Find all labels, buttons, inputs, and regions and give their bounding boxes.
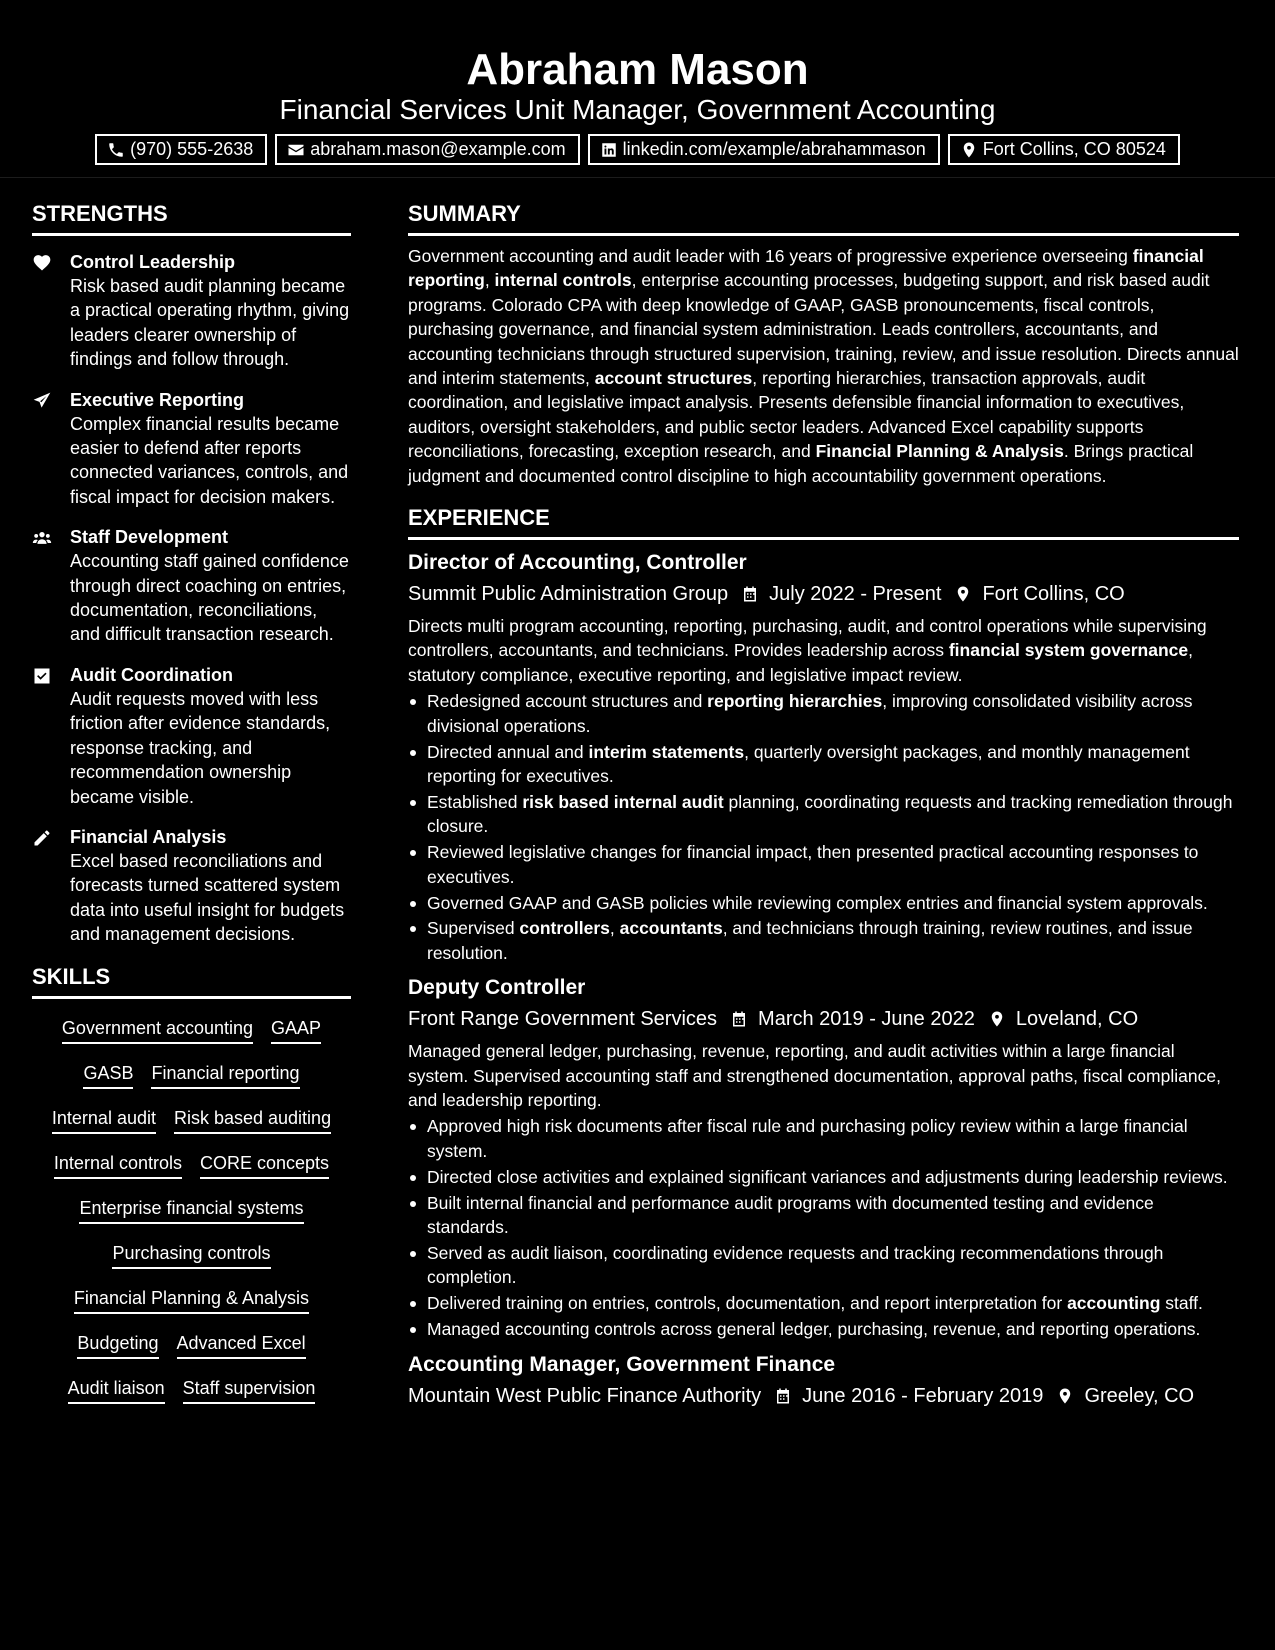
linkedin-icon: [600, 141, 618, 159]
map-pin-icon: [954, 584, 972, 604]
bullet-item: Directed close activities and explained significant variances and adjustments during leadership reviews.: [408, 1165, 1239, 1189]
job-bullets: [408, 689, 1239, 965]
job-title: Director of Accounting, Controller: [408, 551, 747, 575]
strength-desc: Accounting staff gained confidence through direct coaching on entries, documentation, reconciliations, and difficult transaction research.: [70, 551, 349, 645]
contact-linkedin-text: linkedin.com/example/abrahammason: [622, 139, 926, 159]
job-dates: June 2016 - February 2019: [802, 1384, 1044, 1407]
summary-text: Government accounting and audit leader with 16 years of progressive experience overseeing financial reporting, internal controls, enterprise accounting processes, budgeting support, and risk based audit programs. Colorado CPA with deep knowledge of GAAP, GASB pronouncements, fiscal controls, purchasing governance, and financial system administration. Leads controllers, accountants, and accounting technicians through structured supervision, training, review, and issue resolution. Directs annual and interim statements, account structures, reporting hierarchies, transaction approvals, audit coordination, and legislative impact analysis. Presents defensible financial information to executives, auditors, oversight stakeholders, and public sector leaders. Advanced Excel capability supports reconciliations, forecasting, exception research, and Financial Planning & Analysis. Brings practical judgment and documented control discipline to high accountability government operations.: [408, 246, 1239, 486]
users-icon: [32, 528, 52, 548]
strength-item: [32, 525, 351, 647]
job-entry: [408, 1351, 1239, 1410]
emphasis-text: reporting hierarchies: [707, 691, 883, 712]
strength-desc: Complex financial results became easier to defend after reports connected variances, controls, and fiscal impact for decision makers.: [70, 413, 349, 507]
job-description: Managed general ledger, purchasing, revenue, reporting, and audit activities within a large financial system. Supervised accounting staff and strengthened documentation, approval paths, fiscal compliance, and leadership reporting.: [408, 1041, 1221, 1111]
contact-email-text: abraham.mason@example.com: [310, 139, 566, 159]
bullet-item: Delivered training on entries, controls, documentation, and report interpretation for accounting staff.: [408, 1291, 1239, 1315]
summary-heading: SUMMARY: [408, 200, 1239, 236]
emphasis-text: risk based internal audit: [522, 791, 724, 812]
strength-title: Staff Development: [70, 527, 229, 548]
contact-bar: [0, 134, 1275, 165]
strength-title: Executive Reporting: [70, 389, 245, 410]
strength-desc: Excel based reconciliations and forecasts turned scattered system data into useful insight for budgets and management decisions.: [70, 850, 345, 945]
phone-icon: [107, 141, 125, 159]
candidate-name: Abraham Mason: [466, 45, 809, 94]
bullet-item: Reviewed legislative changes for financial impact, then presented practical accounting responses to executives.: [408, 840, 1239, 889]
bullet-item: Redesigned account structures and reporting hierarchies, improving consolidated visibility across divisional operations.: [408, 689, 1239, 738]
paper-plane-icon: [32, 391, 52, 411]
strength-desc: Risk based audit planning became a practical operating rhythm, giving leaders clearer ownership of findings and follow through.: [70, 276, 350, 370]
job-dates: March 2019 - June 2022: [758, 1008, 975, 1031]
job-location: Fort Collins, CO: [982, 583, 1125, 606]
strengths-heading: STRENGTHS: [32, 200, 351, 236]
job-bullets: [408, 1114, 1239, 1341]
experience-list: [408, 549, 1239, 1410]
job-company: Mountain West Public Finance Authority: [408, 1384, 762, 1407]
job-entry: [408, 549, 1239, 965]
skills-heading: SKILLS: [32, 963, 351, 999]
emphasis-text: financial reporting: [408, 246, 1204, 291]
bullet-item: Supervised controllers, accountants, and technicians through training, review routines, and issue resolution.: [408, 916, 1239, 965]
emphasis-text: accounting: [1067, 1293, 1161, 1314]
emphasis-text: controllers: [519, 918, 610, 939]
job-dates: July 2022 - Present: [769, 583, 942, 606]
emphasis-text: accountants: [619, 918, 723, 939]
strength-item: [32, 250, 351, 372]
skill-tag: Enterprise financial systems: [79, 1196, 303, 1224]
skill-tag: Purchasing controls: [112, 1241, 270, 1269]
experience-heading: EXPERIENCE: [408, 504, 1239, 540]
bullet-item: Built internal financial and performance audit programs with documented testing and evidence standards.: [408, 1191, 1239, 1240]
skill-tag: Budgeting: [77, 1331, 158, 1359]
strength-item: [32, 388, 351, 510]
contact-phone[interactable]: [95, 134, 267, 165]
contact-location-text: Fort Collins, CO 80524: [982, 139, 1166, 159]
contact-linkedin[interactable]: [588, 134, 940, 165]
bullet-item: Approved high risk documents after fiscal rule and purchasing policy review within a large financial system.: [408, 1114, 1239, 1163]
skill-tag: Risk based auditing: [174, 1106, 331, 1134]
job-location: Greeley, CO: [1084, 1384, 1195, 1407]
emphasis-text: account structures: [594, 368, 753, 389]
strength-title: Audit Coordination: [70, 664, 233, 685]
envelope-icon: [287, 141, 305, 159]
contact-email[interactable]: [275, 134, 579, 165]
bullet-item: Governed GAAP and GASB policies while reviewing complex entries and financial system approvals.: [408, 891, 1239, 915]
bullet-item: Directed annual and interim statements, quarterly oversight packages, and monthly management reporting for executives.: [408, 740, 1239, 789]
pencil-icon: [32, 828, 52, 848]
strength-item: [32, 825, 351, 947]
strength-item: [32, 663, 351, 809]
skill-tag: Internal audit: [52, 1106, 156, 1134]
calendar-icon: [730, 1009, 748, 1029]
emphasis-text: Financial Planning & Analysis: [815, 441, 1064, 462]
contact-phone-text: (970) 555-2638: [130, 139, 254, 159]
skill-tag: Financial reporting: [151, 1061, 299, 1089]
bullet-item: Served as audit liaison, coordinating evidence requests and tracking recommendations through completion.: [408, 1241, 1239, 1290]
skill-tag: Staff supervision: [183, 1376, 316, 1404]
strength-title: Financial Analysis: [70, 826, 227, 847]
strength-desc: Audit requests moved with less friction after evidence standards, response tracking, and recommendation ownership became visible.: [70, 688, 331, 807]
bullet-item: Managed accounting controls across general ledger, purchasing, revenue, and reporting operations.: [408, 1317, 1239, 1341]
job-company: Front Range Government Services: [408, 1008, 718, 1031]
skill-tag: GAAP: [271, 1016, 321, 1044]
job-meta: [408, 1382, 1239, 1410]
left-column: [32, 200, 351, 1404]
job-location: Loveland, CO: [1015, 1008, 1139, 1031]
emphasis-text: internal controls: [494, 270, 632, 291]
right-column: [408, 200, 1239, 1410]
calendar-icon: [741, 584, 759, 604]
checkbox-icon: [32, 666, 52, 686]
skill-tag: Internal controls: [54, 1151, 182, 1179]
skill-tag: Financial Planning & Analysis: [74, 1286, 309, 1314]
calendar-icon: [774, 1386, 792, 1406]
resume-header: [0, 0, 1275, 178]
bullet-item: Established risk based internal audit planning, coordinating requests and tracking remediation through closure.: [408, 790, 1239, 839]
strengths-list: [32, 250, 351, 947]
job-meta: [408, 580, 1239, 608]
strength-title: Control Leadership: [70, 252, 236, 272]
skill-tag: Advanced Excel: [177, 1331, 306, 1359]
emphasis-text: financial system governance: [948, 640, 1189, 661]
map-pin-icon: [988, 1009, 1006, 1029]
heart-icon: [32, 253, 52, 273]
skill-tag: CORE concepts: [200, 1151, 329, 1179]
map-pin-icon: [960, 141, 978, 159]
map-pin-icon: [1056, 1386, 1074, 1406]
job-company: Summit Public Administration Group: [408, 583, 729, 606]
candidate-title: Financial Services Unit Manager, Government Accounting: [279, 94, 996, 125]
skill-tag: Audit liaison: [68, 1376, 165, 1404]
job-title: Deputy Controller: [408, 976, 586, 1000]
emphasis-text: interim statements: [588, 741, 745, 762]
contact-location: [948, 134, 1180, 165]
skill-tag: GASB: [83, 1061, 133, 1089]
skills-list: [32, 999, 351, 1404]
skill-tag: Government accounting: [62, 1016, 253, 1044]
job-description: Directs multi program accounting, reporting, purchasing, audit, and control operations while supervising controllers, accountants, and technicians. Provides leadership across financial system governance, statutory compliance, executive reporting, and legislative impact review.: [408, 616, 1207, 685]
job-entry: [408, 974, 1239, 1341]
job-title: Accounting Manager, Government Finance: [408, 1352, 836, 1376]
job-meta: [408, 1005, 1239, 1033]
